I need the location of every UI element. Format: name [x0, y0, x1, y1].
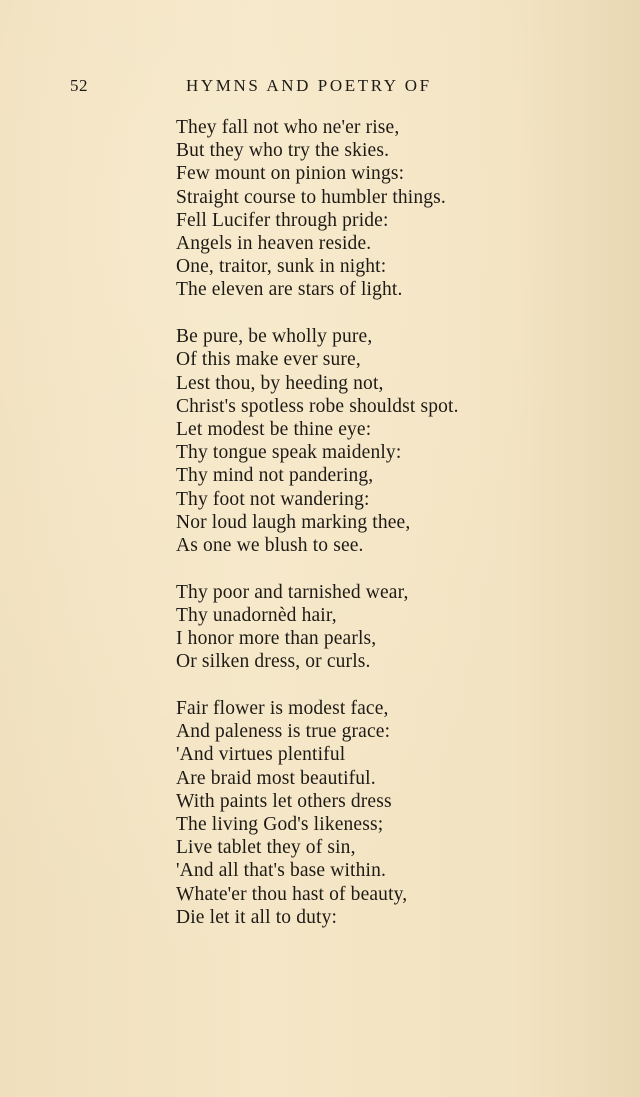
poem-line: Thy tongue speak maidenly:	[176, 442, 402, 464]
poem-line: But they who try the skies.	[176, 140, 390, 162]
poem-line: As one we blush to see.	[176, 534, 364, 556]
poem-line: Fair flower is modest face,	[176, 697, 389, 719]
poem-line: And paleness is true grace:	[176, 721, 391, 743]
poem-body	[176, 116, 459, 953]
poem-line: The eleven are stars of light.	[176, 279, 403, 301]
poem-line: Thy poor and tarnished wear,	[176, 581, 409, 603]
poem-line: Thy foot not wandering:	[176, 488, 370, 510]
poem-line: 'And virtues plentiful	[176, 744, 346, 766]
poem-line: Straight course to humbler things.	[176, 186, 446, 208]
poem-line: Are braid most beautiful.	[176, 767, 376, 789]
poem-line: They fall not who ne'er rise,	[176, 117, 400, 138]
running-title: HYMNS AND POETRY OF	[186, 76, 432, 95]
stanza-1	[176, 116, 459, 302]
poem-line: Of this make ever sure,	[176, 349, 361, 371]
page-number: 52	[70, 76, 88, 95]
poem-line: Whate'er thou hast of beauty,	[176, 883, 408, 905]
poem-line: Thy unadornèd hair,	[176, 604, 337, 626]
poem-line: Christ's spotless robe shouldst spot.	[176, 395, 459, 417]
poem-line: Few mount on pinion wings:	[176, 163, 405, 185]
poem-line: With paints let others dress	[176, 790, 392, 812]
poem-line: Nor loud laugh marking thee,	[176, 511, 411, 533]
poem-line: 'And all that's base within.	[176, 860, 386, 882]
poem-line: Live tablet they of sin,	[176, 837, 356, 859]
poem-line: Angels in heaven reside.	[176, 233, 372, 255]
poem-line: Thy mind not pandering,	[176, 465, 374, 487]
stanza-2	[176, 325, 459, 557]
poem-line: I honor more than pearls,	[176, 628, 377, 650]
poem-line: One, traitor, sunk in night:	[176, 256, 387, 278]
poem-line: Let modest be thine eye:	[176, 418, 372, 440]
stanza-4	[176, 697, 459, 929]
poem-line: Lest thou, by heeding not,	[176, 372, 384, 394]
poem-line: Fell Lucifer through pride:	[176, 209, 389, 231]
poem-line: Die let it all to duty:	[176, 906, 338, 928]
poem-line: Or silken dress, or curls.	[176, 651, 371, 673]
poem-line: Be pure, be wholly pure,	[176, 326, 373, 348]
poem-line: The living God's likeness;	[176, 813, 384, 835]
stanza-3	[176, 581, 459, 674]
